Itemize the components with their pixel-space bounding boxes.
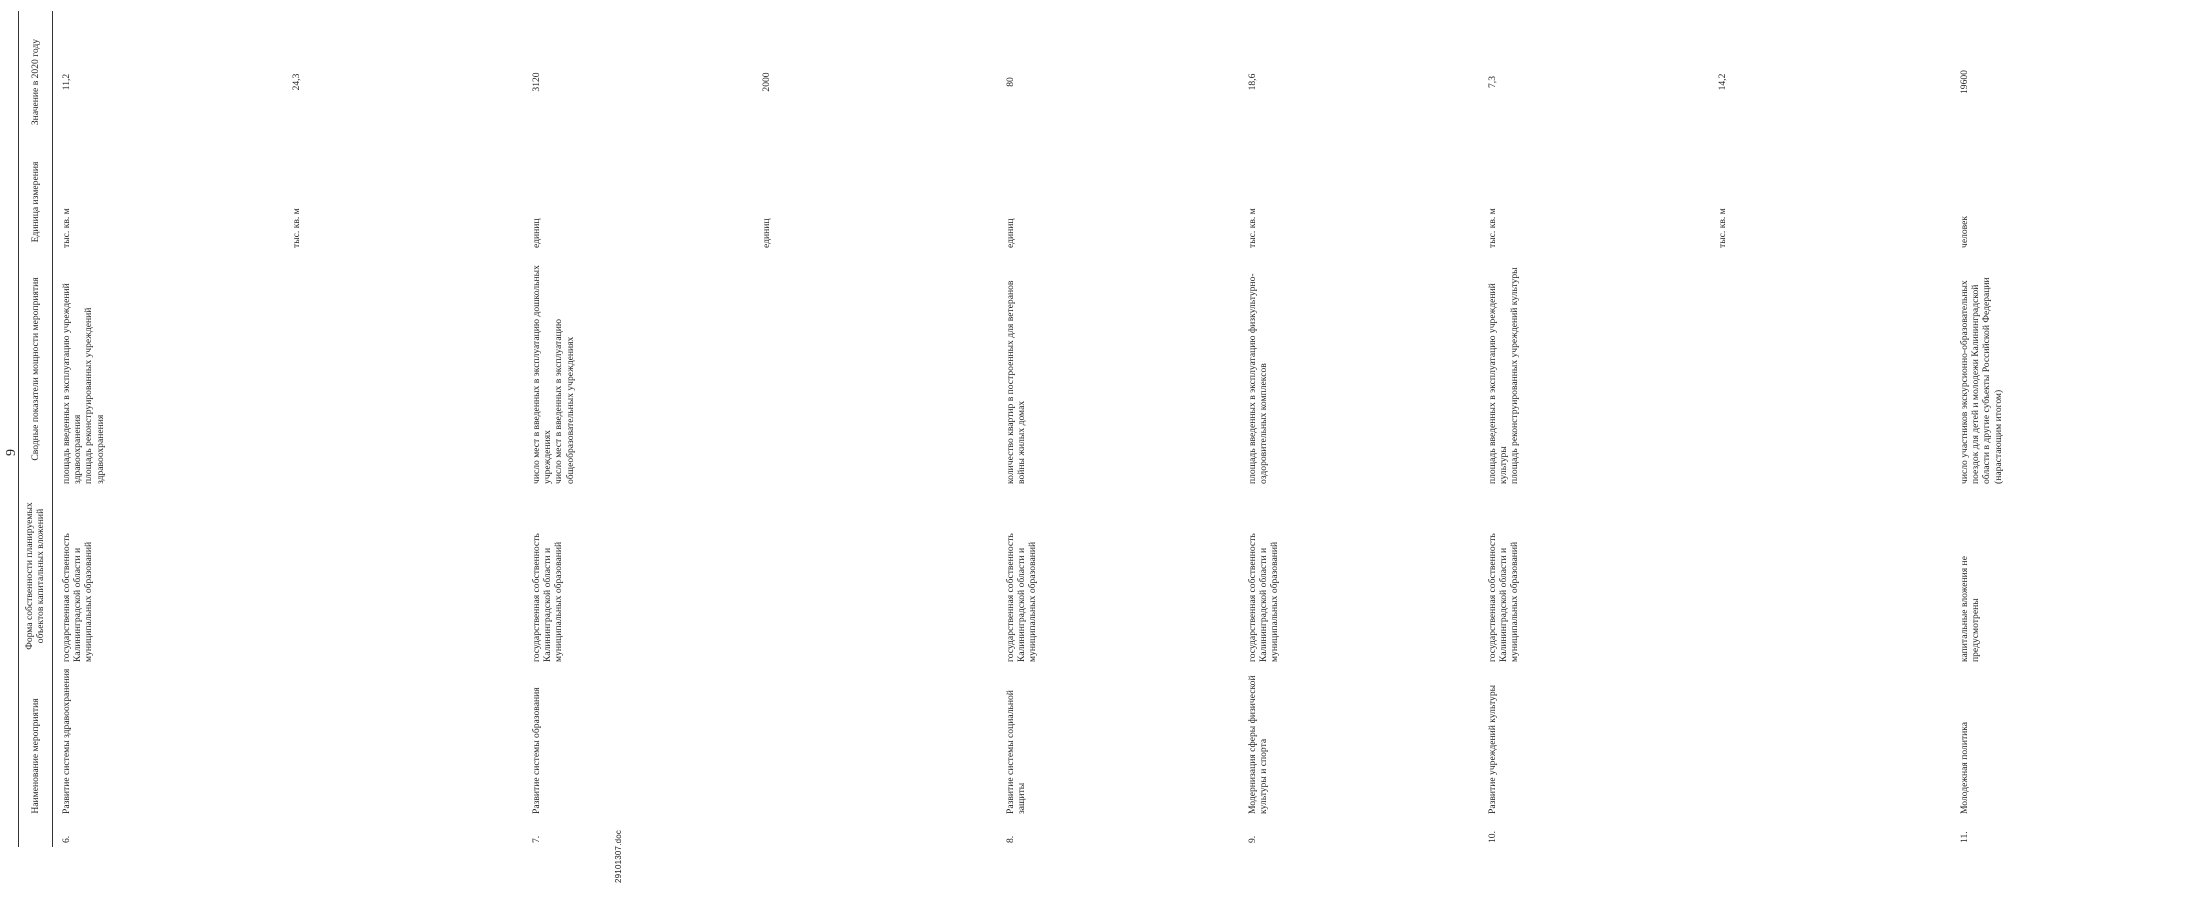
value-cell	[1247, 11, 1487, 153]
unit-text: тыс. кв. м	[1486, 208, 1498, 248]
indicator-cell	[1487, 251, 1959, 487]
table-row	[1247, 11, 1487, 847]
row-number: 8.	[1004, 835, 1016, 843]
value-text: 7,3	[1486, 76, 1498, 88]
measure-name: Развитие системы здравоохранения	[60, 668, 72, 814]
row-number: 9.	[1246, 835, 1258, 843]
measure-name: Модернизация сферы физической культуры и спорта	[1246, 675, 1269, 814]
measures-table	[18, 11, 2189, 847]
unit-text: тыс. кв. м	[1716, 208, 1728, 248]
ownership-form: капитальные вложения не предусмотрены	[1958, 556, 1981, 662]
value-text: 18,6	[1246, 73, 1258, 91]
ownership-form: государственная собственность Калининградской области и муниципальных образований	[1246, 533, 1281, 662]
measure-name: Молодежная политика	[1958, 721, 1970, 814]
row-number: 10.	[1486, 831, 1498, 843]
table-header-row	[19, 11, 53, 847]
document-id: 29101307.doc	[614, 829, 623, 883]
indicator-cell	[52, 251, 531, 487]
measure-name: Развитие учреждений культуры	[1486, 684, 1498, 814]
indicator-cell	[1247, 251, 1487, 487]
value-text: 14,2	[1716, 73, 1728, 91]
ownership-form: государственная собственность Калининградской области и муниципальных образований	[60, 533, 95, 662]
value-text: 24,3	[290, 73, 302, 91]
indicator-text: число мест в введенных в эксплуатацию дошкольных учреждениях	[530, 265, 553, 484]
indicator-text: площадь реконструированных учреждений здравоохранения	[83, 307, 106, 484]
header-indicators: Сводные показатели мощности мероприятия	[19, 251, 53, 487]
row-number: 11.	[1958, 831, 1970, 843]
unit-cell	[1487, 153, 1959, 251]
header-form: Форма собственности планируемых объектов капитальных вложений	[19, 487, 53, 665]
header-unit: Единица измерения	[19, 153, 53, 251]
indicator-text: площадь введенных в эксплуатацию учреждений здравоохранения	[60, 283, 83, 484]
unit-text: единиц	[530, 218, 542, 248]
value-cell	[1005, 11, 1247, 153]
unit-text: единиц	[1004, 218, 1016, 248]
indicator-text: площадь введенных в эксплуатацию учреждений культуры	[1486, 283, 1509, 484]
unit-text: тыс. кв. м	[290, 208, 302, 248]
value-text: 11,2	[60, 73, 72, 91]
table-row	[1005, 11, 1247, 847]
value-text: 2000	[760, 72, 772, 92]
table-row	[52, 11, 531, 847]
indicator-text: число участников экскурсионно-образовательных поездок для детей и молодежи Калининградской области в другие субъекты Российской Федерации (нарастающим итогом)	[1958, 277, 2004, 484]
indicator-text: число мест в введенных в эксплуатацию общеобразовательных учреждениях	[553, 318, 576, 484]
measure-name: Развитие системы образования	[530, 687, 542, 814]
row-number: 6.	[60, 835, 72, 843]
indicator-cell	[531, 251, 1005, 487]
unit-cell	[1005, 153, 1247, 251]
unit-cell	[52, 153, 531, 251]
value-cell	[52, 11, 531, 153]
indicator-text: площадь реконструированных учреждений культуры	[1509, 267, 1521, 484]
measure-name: Развитие системы социальной защиты	[1004, 690, 1027, 814]
value-cell	[1487, 11, 1959, 153]
unit-text: тыс. кв. м	[1246, 208, 1258, 248]
unit-cell	[1247, 153, 1487, 251]
value-text: 19600	[1958, 70, 1970, 94]
value-text: 80	[1004, 77, 1016, 87]
header-name: Наименование мероприятия	[19, 665, 53, 847]
value-cell	[1959, 11, 2189, 153]
indicator-text: площадь введенных в эксплуатацию физкультурно-оздоровительных комплексов	[1246, 273, 1269, 484]
unit-cell	[531, 153, 1005, 251]
unit-text: единиц	[760, 218, 772, 248]
row-number: 7.	[530, 835, 542, 843]
indicator-text: количество квартир в построенных для ветеранов войны жилых домах	[1004, 280, 1027, 484]
value-text: 3120	[530, 72, 542, 92]
indicator-cell	[1959, 251, 2189, 487]
ownership-form: государственная собственность Калининградской области и муниципальных образований	[1004, 533, 1039, 662]
unit-text: тыс. кв. м	[60, 208, 72, 248]
table-row	[531, 11, 1005, 847]
header-value: Значение в 2020 году	[19, 11, 53, 153]
unit-cell	[1959, 153, 2189, 251]
table-body	[52, 11, 2189, 847]
unit-text: человек	[1958, 215, 1970, 248]
table-row	[1959, 11, 2189, 847]
value-cell	[531, 11, 1005, 153]
indicator-cell	[1005, 251, 1247, 487]
ownership-form: государственная собственность Калининградской области и муниципальных образований	[1486, 533, 1521, 662]
table-row	[1487, 11, 1959, 847]
page-number: 9	[4, 449, 19, 456]
ownership-form: государственная собственность Калининградской области и муниципальных образований	[530, 533, 565, 662]
